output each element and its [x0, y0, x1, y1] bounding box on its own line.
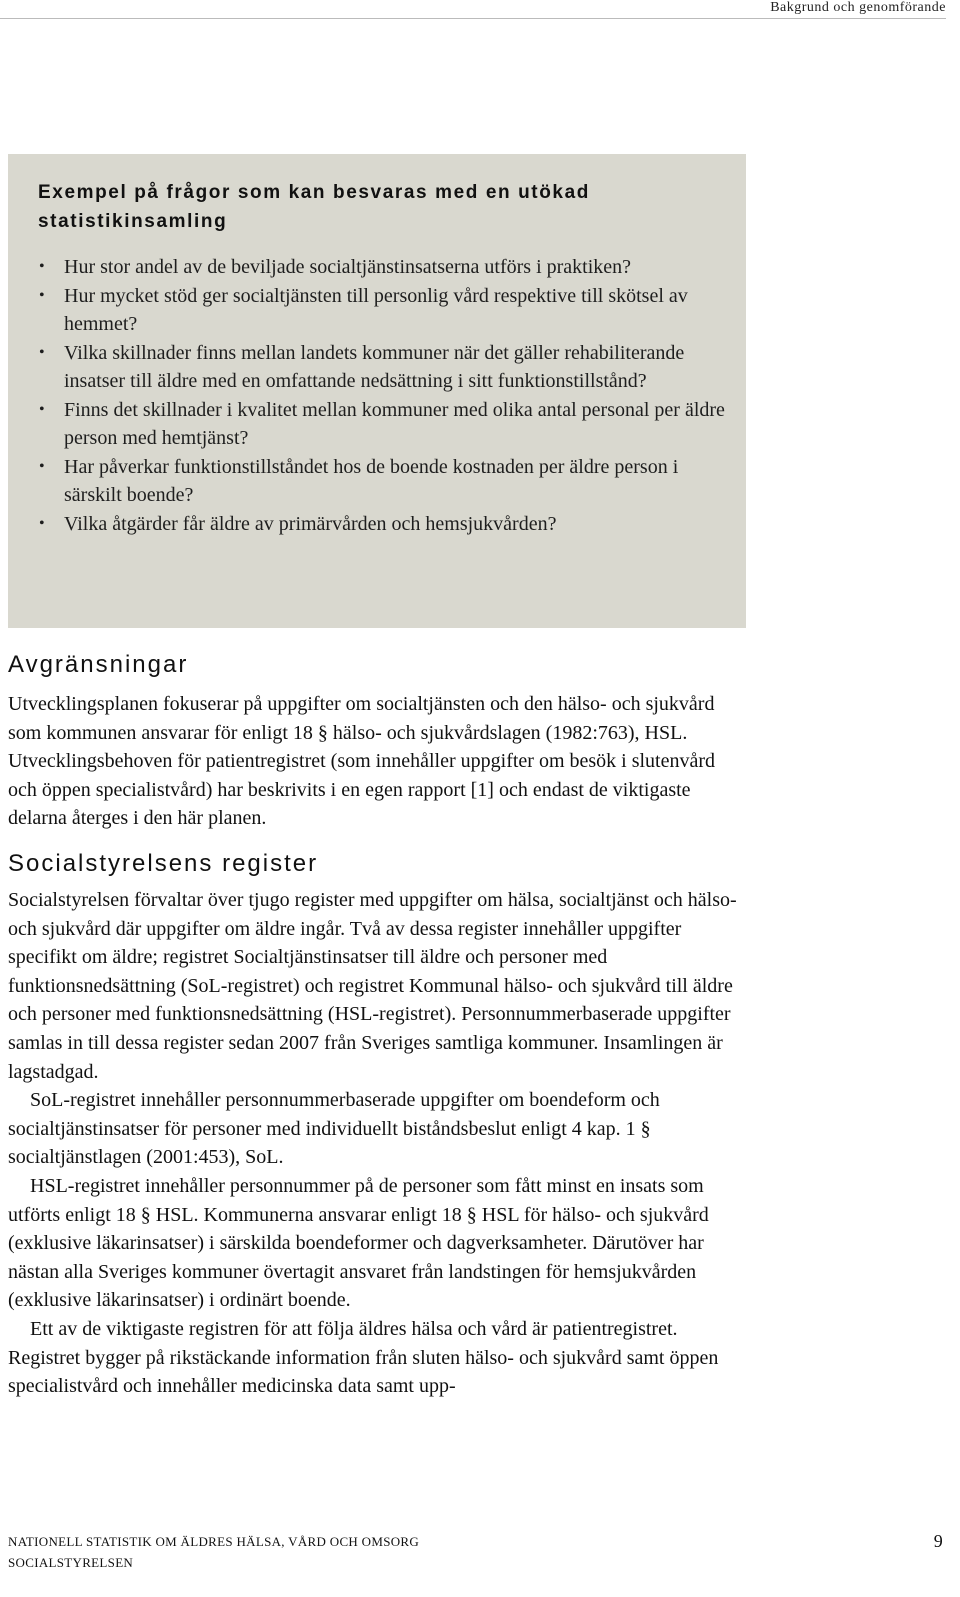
list-item-text: Vilka skillnader finns mellan landets kommuner när det gäller rehabiliterande insatser till äldre med en omfattande nedsättning i sitt funktionstillstånd? [64, 341, 685, 392]
avgransningar-paragraph: Utvecklingsplanen fokuserar på uppgifter om socialtjänsten och den hälso- och sjukvård som kommunen ansvarar för enligt 18 § hälso- och sjukvårdslagen (1982:763), HSL. Utvecklingsbehoven för patientregistret (som innehåller uppgifter om besök i slutenvård och öppen specialistvård) har beskrivits i en egen rapport [1] och endast de viktigaste delarna återges i den här planen. [8, 693, 716, 830]
footer-publication-title: NATIONELL STATISTIK OM ÄLDRES HÄLSA, VÅRD OCH OMSORG [8, 1534, 420, 1549]
list-item-text: Har påverkar funktionstillståndet hos de boende kostnaden per äldre person i särskilt boende? [64, 455, 679, 506]
example-questions-box [8, 154, 746, 628]
list-item [38, 453, 726, 510]
page-number: 9 [933, 1531, 943, 1551]
header-rule [0, 18, 946, 19]
list-item [38, 253, 726, 282]
running-header: Bakgrund och genomförande [770, 0, 946, 15]
avgransningar-section [8, 690, 748, 833]
list-item [38, 282, 726, 339]
list-item [38, 396, 726, 453]
register-section [8, 886, 748, 1401]
avgransningar-heading: Avgränsningar [8, 651, 189, 678]
bullet-icon: • [39, 514, 45, 532]
list-item [38, 510, 726, 539]
register-heading: Socialstyrelsens register [8, 850, 319, 877]
list-item-text: Hur stor andel av de beviljade socialtjänstinsatserna utförs i praktiken? [64, 256, 632, 278]
register-paragraph: HSL-registret innehåller personnummer på de personer som fått minst en insats som utförts enligt 18 § HSL. Kommunerna ansvarar enligt 18 § HSL för hälso- och sjukvård (exklusive läkarinsatser) i särskilda boendeformer och dagverksamheter. Därutöver har nästan alla Sveriges kommuner övertagit ansvaret från landstingen för hemsjukvården (exklusive läkarinsatser) i ordinärt boende. [8, 1174, 709, 1312]
register-paragraph: Socialstyrelsen förvaltar över tjugo register med uppgifter om hälsa, socialtjänst och hälso- och sjukvård där uppgifter om äldre ingår. Två av dessa register innehåller uppgifter specifikt om äldre; registret Socialtjänstinsatser till äldre och personer med funktionsnedsättning (SoL-registret) och registret Kommunal hälso- och sjukvård till äldre och personer med funktionsnedsättning (HSL-registret). Personnummerbaserade uppgifter samlas in till dessa register sedan 2007 från Sveriges samtliga kommuner. Insamlingen är lagstadgad. [8, 889, 737, 1083]
bullet-icon: • [39, 457, 45, 475]
example-questions-list [38, 253, 726, 538]
bullet-icon: • [39, 400, 45, 418]
footer-publisher: SOCIALSTYRELSEN [8, 1555, 134, 1570]
list-item-text: Hur mycket stöd ger socialtjänsten till personlig vård respektive till skötsel av hemmet? [64, 284, 688, 335]
example-box-title: Exempel på frågor som kan besvaras med en utökad statistikinsamling [38, 182, 590, 232]
list-item-text: Finns det skillnader i kvalitet mellan kommuner med olika antal personal per äldre person med hemtjänst? [64, 398, 725, 449]
register-paragraph: Ett av de viktigaste registren för att följa äldres hälsa och vård är patientregistret. Registret bygger på rikstäckande information från sluten hälso- och sjukvård samt öppen specialistvård och innehåller medicinska data samt upp- [8, 1317, 719, 1398]
list-item [38, 339, 726, 396]
register-paragraph: SoL-registret innehåller personnummerbaserade uppgifter om boendeform och socialtjänstinsatser för personer med individuellt biståndsbeslut enligt 4 kap. 1 § socialtjänstlagen (2001:453), SoL. [8, 1089, 660, 1169]
page-footer [8, 1531, 943, 1573]
bullet-icon: • [39, 286, 45, 304]
list-item-text: Vilka åtgärder får äldre av primärvården och hemsjukvården? [64, 512, 557, 535]
bullet-icon: • [39, 343, 45, 361]
bullet-icon: • [39, 258, 45, 275]
